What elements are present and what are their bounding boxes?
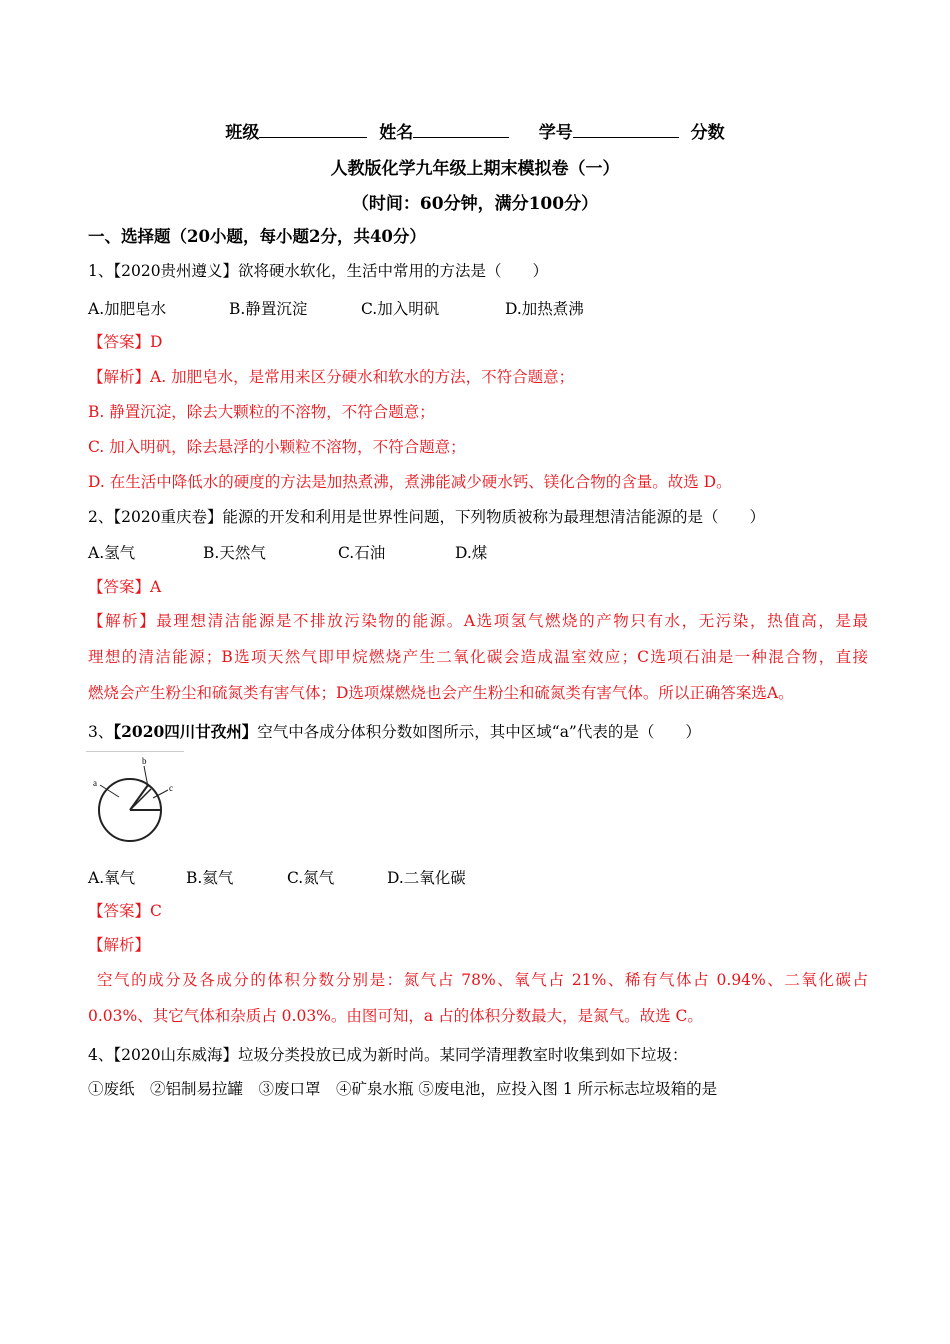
student-info-header: [0, 118, 950, 143]
section-heading: 一、选择题（20小题，每小题2分，共40分）: [88, 227, 426, 246]
answer-value: A: [150, 578, 162, 596]
analysis-text: A. 加肥皂水，是常用来区分硬水和软水的方法，不符合题意；: [150, 368, 575, 386]
air-composition-pie-figure: [86, 752, 186, 847]
q4-items: ①废纸 ②铝制易拉罐 ③废口罩 ④矿泉水瓶 ⑤废电池，应投入图 1 所示标志垃圾箱的是: [88, 1080, 718, 1098]
q3-analysis: [88, 962, 868, 1034]
label-b: b: [142, 756, 147, 766]
q1-option-b: B.静置沉淀: [229, 300, 308, 318]
q1-analysis-line-3: C. 加入明矾，除去悬浮的小颗粒不溶物，不符合题意；: [88, 438, 466, 456]
q3-option-b: B.氦气: [186, 869, 234, 887]
q2-stem: 2、【2020重庆卷】能源的开发和利用是世界性问题，下列物质被称为最理想清洁能源的是（ ）: [88, 508, 766, 526]
q3-analysis-line-1: 空气的成分及各成分的体积分数分别是：氮气占 78%、氧气占 21%、稀有气体占 0.94%、二氧化碳占: [97, 971, 868, 989]
answer-value: C: [150, 902, 162, 920]
q2-analysis-line-2: 理想的清洁能源；B选项天然气即甲烷燃烧产生二氧化碳会造成温室效应；C选项石油是一种混合物，直接: [88, 648, 868, 666]
answer-tag: 【答案】: [88, 902, 151, 920]
q4-stem: 4、【2020山东威海】垃圾分类投放已成为新时尚。某同学清理教室时收集到如下垃圾：: [88, 1046, 688, 1064]
q3-source: 【2020四川甘孜州】: [113, 722, 258, 741]
q2-analysis: [88, 603, 868, 711]
q2-answer: [88, 576, 161, 598]
q2-option-c: C.石油: [338, 544, 386, 562]
analysis-text: 最理想清洁能源是不排放污染物的能源。A选项氢气燃烧的产物只有水，无污染，热值高，是最: [156, 612, 868, 630]
class-blank: [259, 119, 367, 138]
q3-option-c: C.氮气: [287, 869, 335, 887]
q2-option-d: D.煤: [455, 544, 488, 562]
name-blank: [413, 119, 509, 138]
q3-option-d: D.二氧化碳: [387, 869, 466, 887]
label-c: c: [169, 783, 173, 793]
page-subtitle: （时间：60分钟，满分100分）: [351, 194, 599, 214]
q2-analysis-line-3: 燃烧会产生粉尘和硫氮类有害气体；D选项煤燃烧也会产生粉尘和硫氮类有害气体。所以正确答案选A。: [88, 684, 794, 702]
q1-analysis-line-4: D. 在生活中降低水的硬度的方法是加热煮沸，煮沸能减少硬水钙、镁化合物的含量。故选 D。: [88, 473, 732, 491]
score-label: 分数: [690, 123, 725, 143]
q1-option-c: C.加入明矾: [361, 300, 440, 318]
q2-analysis-line-1: [88, 603, 868, 639]
analysis-tag: 【解析】: [88, 368, 151, 386]
q3-analysis-tag: 【解析】: [88, 936, 151, 954]
pie-divider-small: [130, 789, 151, 810]
answer-value: D: [150, 333, 163, 351]
q3-analysis-line-2: 0.03%、其它气体和杂质占 0.03%。由图可知，a 占的体积分数最大，是氮气。故选 C。: [88, 1007, 703, 1025]
name-label: 姓名: [379, 123, 414, 143]
q2-option-a: A.氢气: [88, 544, 136, 562]
id-blank: [573, 119, 679, 138]
q1-option-a: A.加肥皂水: [88, 300, 167, 318]
q3-question: 空气中各成分体积分数如图所示，其中区域“a”代表的是（ ）: [257, 723, 701, 741]
label-a: a: [93, 778, 97, 788]
q3-option-a: A.氧气: [88, 869, 136, 887]
class-label: 班级: [225, 123, 260, 143]
id-label: 学号: [538, 123, 573, 143]
q1-option-d: D.加热煮沸: [505, 300, 584, 318]
q1-analysis-line-1: [88, 366, 574, 388]
answer-tag: 【答案】: [88, 333, 151, 351]
q1-answer: [88, 331, 162, 353]
q3-stem: [88, 721, 701, 743]
analysis-tag: 【解析】: [88, 612, 157, 630]
q1-stem: 1、【2020贵州遵义】欲将硬水软化，生活中常用的方法是（ ）: [88, 262, 549, 280]
q1-analysis-line-2: B. 静置沉淀，除去大颗粒的不溶物，不符合题意；: [88, 403, 435, 421]
q3-answer: [88, 900, 162, 922]
answer-tag: 【答案】: [88, 578, 151, 596]
page-title: 人教版化学九年级上期末模拟卷（一）: [330, 159, 620, 179]
q3-number: 3、: [88, 723, 114, 741]
q2-option-b: B.天然气: [203, 544, 266, 562]
